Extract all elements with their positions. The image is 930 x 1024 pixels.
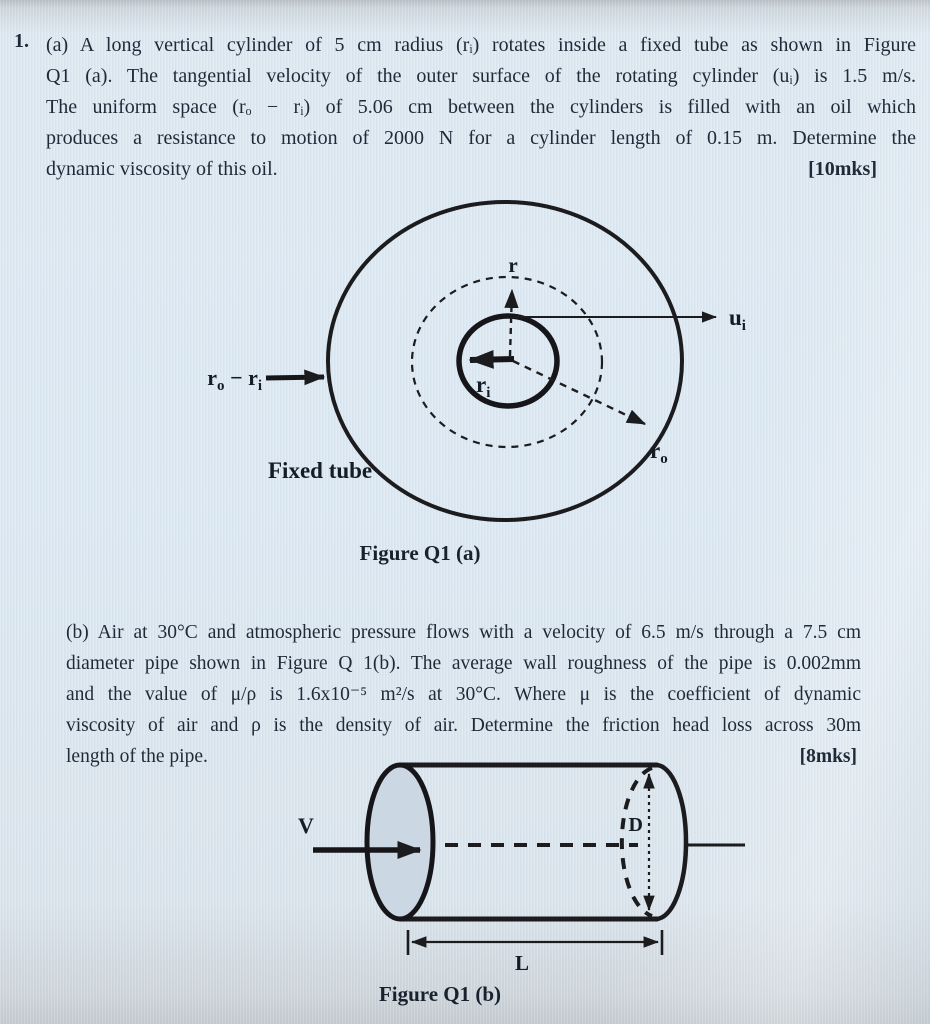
ro-dashed-arrow [513, 361, 645, 424]
r-label: r [508, 253, 518, 277]
part-b-line: diameter pipe shown in Figure Q 1(b). The average wall roughness of the pipe is 0.002mm [66, 653, 861, 674]
fixed-tube-label: Fixed tube [268, 458, 373, 483]
part-a-line: (a) A long vertical cylinder of 5 cm radius (rᵢ) rotates inside a fixed tube as shown in Figure [46, 34, 916, 56]
pipe-right-cap [656, 765, 686, 919]
part-a-line: The uniform space (rₒ − rᵢ) of 5.06 cm between the cylinders is filled with an oil which [46, 96, 916, 118]
part-b-marks: [8mks] [799, 746, 857, 767]
part-b-line: (b) Air at 30°C and atmospheric pressure flows with a velocity of 6.5 m/s through a 7.5 cm [66, 622, 861, 643]
r-dashed-arrow [510, 290, 512, 356]
ui-label: $u_i$ [729, 305, 746, 334]
part-a-last-line [46, 154, 916, 185]
ro-label: $r_o$ [650, 438, 668, 467]
part-a-last-text: dynamic viscosity of this oil. [46, 158, 278, 180]
gap-pointer-arrow [266, 377, 324, 378]
diameter-label: D [628, 814, 643, 836]
part-a-marks: [10mks] [808, 158, 877, 180]
figure-a-diagram [140, 195, 760, 545]
part-a-line: produces a resistance to motion of 2000 N for a cylinder length of 0.15 m. Determine the [46, 127, 916, 149]
figure-a-caption: Figure Q1 (a) [359, 541, 481, 565]
part-b-line: and the value of μ/ρ is 1.6x10⁻⁵ m²/s at 30°C. Where μ is the coefficient of dynamic [66, 684, 861, 705]
velocity-label: V [298, 813, 314, 838]
ri-label: $r_i$ [476, 372, 491, 401]
question-part-b [66, 617, 861, 772]
pipe-right-dashed-ellipse [622, 768, 652, 916]
pipe-left-face [367, 765, 433, 919]
question-part-a [46, 30, 916, 185]
gap-label: $r_o - r_i$ [207, 365, 262, 394]
part-b-line: viscosity of air and ρ is the density of air. Determine the friction head loss across 30m [66, 715, 861, 736]
figure-b-diagram [270, 750, 760, 985]
part-b-last-text: length of the pipe. [66, 746, 208, 767]
part-a-line: Q1 (a). The tangential velocity of the outer surface of the rotating cylinder (uᵢ) is 1.5 m/s. [46, 65, 916, 87]
ri-radius-arrow [470, 359, 514, 360]
figure-b-caption: Figure Q1 (b) [378, 982, 502, 1006]
length-label: L [514, 951, 530, 975]
question-number: 1. [14, 30, 29, 52]
